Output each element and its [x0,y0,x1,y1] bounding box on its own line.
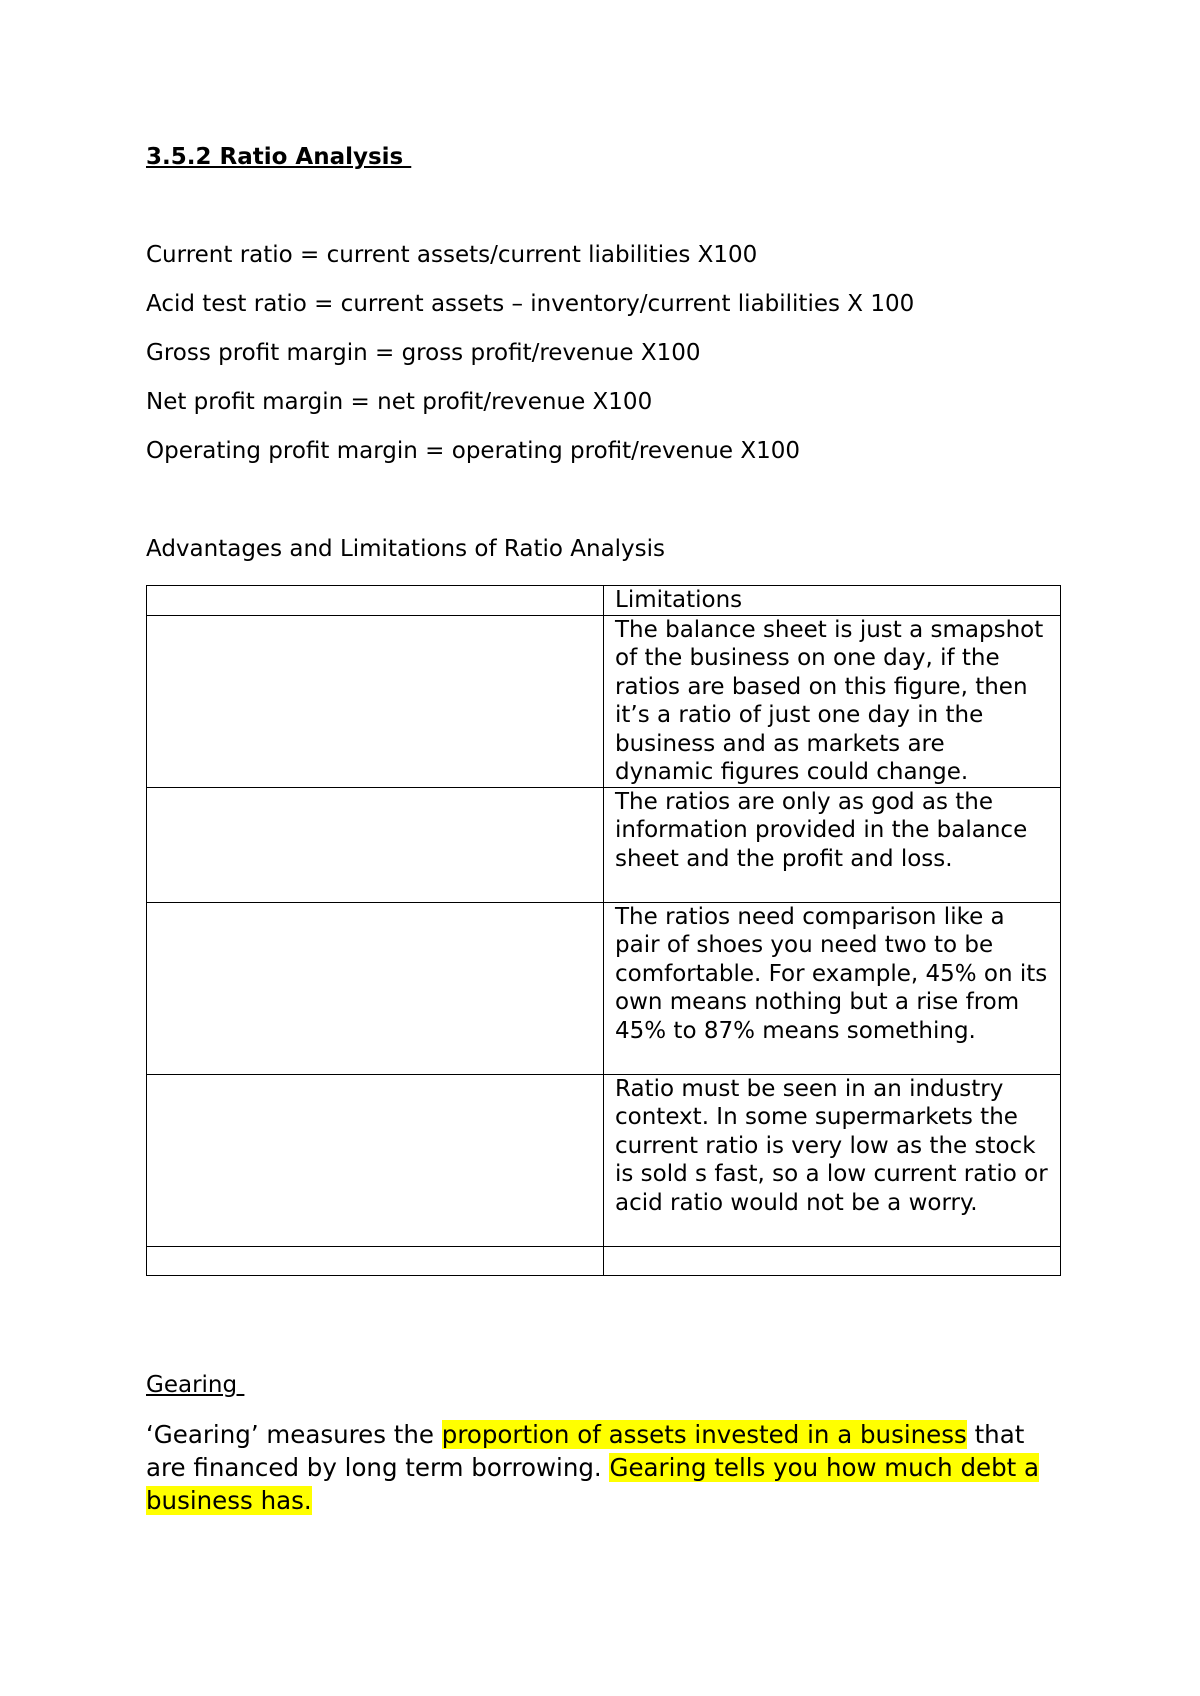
limitation-text: The balance sheet is just a smapshot of the business on one day, if the ratios are based on this figure, then it’s a ratio of just one day in the business and as markets are dynamic figures could change. [615,616,1044,785]
limitation-cell [604,787,1061,902]
limitation-text: Ratio must be seen in an industry context. In some supermarkets the current ratio is very low as the stock is sold s fast, so a low current ratio or acid ratio would not be a worry. [615,1075,1048,1216]
table-row [147,1074,1061,1246]
limitation-cell [604,1074,1061,1246]
advantage-cell [147,615,604,787]
gearing-heading: Gearing [146,1372,245,1398]
page-title: 3.5.2 Ratio Analysis [146,144,412,170]
table-row [147,615,1061,787]
advantages-limitations-table [146,585,1061,1276]
table-row [147,787,1061,902]
gearing-highlight-2: Gearing tells you how much debt a business has. [146,1453,1040,1515]
limitation-text: The ratios need comparison like a pair of shoes you need two to be comfortable. For example, 45% on its own means nothing but a rise from 45% to 87% means something. [615,903,1048,1044]
advantage-cell [147,787,604,902]
advantage-cell [147,902,604,1074]
limitation-cell [604,1246,1061,1275]
header-limitations-label: Limitations [615,587,743,613]
advantage-cell [147,1246,604,1275]
table-row [147,1246,1061,1275]
gearing-paragraph [146,1418,1046,1517]
advantage-cell [147,1074,604,1246]
gearing-text-1: ‘Gearing’ measures the [146,1420,442,1449]
formula-current-ratio: Current ratio = current assets/current liabilities X100 [146,242,758,268]
limitation-cell [604,615,1061,787]
gearing-highlight-1: proportion of assets invested in a business [441,1420,967,1449]
formula-acid-test-ratio: Acid test ratio = current assets – inventory/current liabilities X 100 [146,291,915,317]
gearing-text-2: that are financed by long term borrowing. [146,1420,1025,1482]
formula-gross-profit-margin: Gross profit margin = gross profit/revenue X100 [146,340,701,366]
header-cell-advantages [147,586,604,616]
table-heading: Advantages and Limitations of Ratio Analysis [146,536,666,562]
limitation-text: The ratios are only as god as the information provided in the balance sheet and the profit and loss. [615,788,1028,872]
table-header-row [147,586,1061,616]
limitation-cell [604,902,1061,1074]
formula-net-profit-margin: Net profit margin = net profit/revenue X100 [146,389,653,415]
header-cell-limitations [604,586,1061,616]
table-row [147,902,1061,1074]
formula-operating-profit-margin: Operating profit margin = operating profit/revenue X100 [146,438,801,464]
